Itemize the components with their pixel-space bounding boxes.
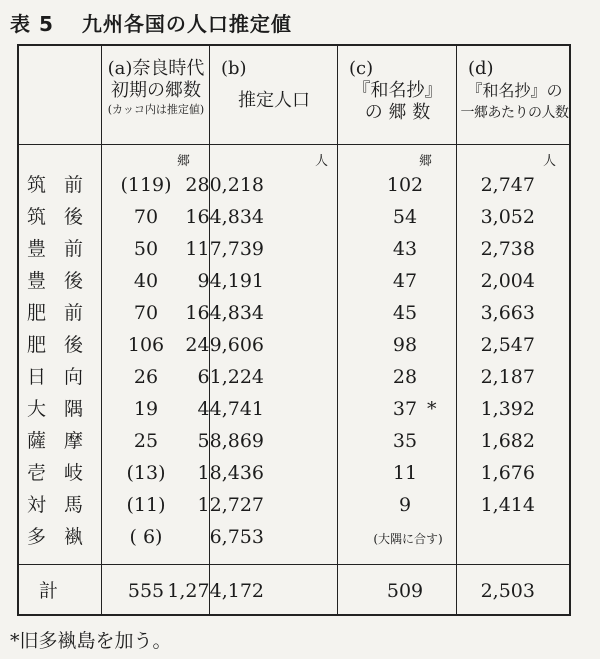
cell-population: 164,834 — [185, 302, 264, 324]
total-per-gou: 2,503 — [480, 580, 535, 602]
cell-population: 280,218 — [185, 174, 264, 196]
header-col-d — [458, 58, 571, 124]
table-row — [19, 170, 569, 200]
cell-gou-wamyosho: 37 * — [379, 394, 431, 424]
cell-population: 44,741 — [197, 398, 264, 420]
cell-gou-nara: (13) — [126, 462, 166, 484]
cell-population: 12,727 — [197, 494, 264, 516]
header-b-line2: 推定人口 — [238, 90, 310, 111]
table-row — [19, 426, 569, 456]
header-c-line2: 『和名抄』 — [352, 80, 443, 101]
cell-gou-nara: ( 6) — [129, 526, 163, 548]
header-d-line3: 一郷あたりの人数 — [460, 105, 569, 121]
table-row — [19, 330, 569, 360]
cell-gou-nara: 40 — [133, 270, 159, 292]
province-name: 壱岐 — [27, 462, 102, 484]
cell-per-gou: 1,392 — [480, 398, 535, 420]
cell-population: 58,869 — [197, 430, 264, 452]
cell-gou-nara: 70 — [133, 302, 159, 324]
header-d-line1: (d) — [468, 58, 494, 79]
cell-gou-nara: 26 — [133, 366, 159, 388]
table-row — [19, 266, 569, 296]
cell-per-gou: 2,187 — [480, 366, 535, 388]
table-row — [19, 298, 569, 328]
cell-population: 94,191 — [197, 270, 264, 292]
province-name: 日向 — [27, 366, 102, 388]
cell-gou-nara: (11) — [126, 494, 166, 516]
cell-gou-wamyosho: 98 — [392, 334, 418, 356]
table-row — [19, 362, 569, 392]
cell-per-gou: 2,004 — [480, 270, 535, 292]
unit-c: 郷 — [419, 154, 433, 169]
table-row — [19, 394, 569, 424]
total-label: 計 — [39, 580, 59, 602]
cell-population: 61,224 — [197, 366, 264, 388]
province-name: 筑後 — [27, 206, 102, 228]
total-rule — [19, 564, 569, 565]
province-name: 豊前 — [27, 238, 102, 260]
province-name: 肥前 — [27, 302, 102, 324]
asterisk-mark: * — [427, 398, 437, 420]
province-name: 大隅 — [27, 398, 102, 420]
header-d-line2: 『和名抄』の — [466, 81, 563, 100]
cell-population: 6,753 — [209, 526, 264, 548]
unit-a: 郷 — [177, 154, 191, 169]
province-name: 豊後 — [27, 270, 102, 292]
cell-per-gou: 3,663 — [480, 302, 535, 324]
table-row — [19, 490, 569, 520]
cell-gou-wamyosho: 11 — [392, 462, 418, 484]
province-name: 薩摩 — [27, 430, 102, 452]
total-gou-wamyosho: 509 — [386, 580, 424, 602]
cell-gou-nara: 25 — [133, 430, 159, 452]
footnote: *旧多褹島を加う。 — [10, 630, 172, 652]
header-col-c — [339, 58, 456, 124]
cell-population: 249,606 — [185, 334, 264, 356]
header-a-line1: (a)奈良時代 — [107, 58, 205, 79]
cell-gou-wamyosho: 47 — [392, 270, 418, 292]
province-name: 肥後 — [27, 334, 102, 356]
unit-b: 人 — [315, 154, 329, 169]
cell-population: 117,739 — [185, 238, 264, 260]
cell-per-gou: 3,052 — [480, 206, 535, 228]
cell-gou-wamyosho: 102 — [386, 174, 424, 196]
header-c-line3: の 郷 数 — [364, 102, 431, 123]
table-title-text: 九州各国の人口推定値 — [81, 12, 292, 36]
cell-per-gou: 1,414 — [480, 494, 535, 516]
cell-gou-nara: 50 — [133, 238, 159, 260]
total-row — [19, 566, 569, 616]
header-col-b — [211, 58, 337, 112]
table-row — [19, 202, 569, 232]
cell-gou-wamyosho: 28 — [392, 366, 418, 388]
cell-gou-nara: 106 — [127, 334, 165, 356]
header-rule — [19, 144, 569, 145]
unit-d: 人 — [543, 154, 557, 169]
header-b-line1: (b) — [221, 58, 247, 79]
table-row — [19, 458, 569, 488]
province-name: 筑前 — [27, 174, 102, 196]
cell-population: 164,834 — [185, 206, 264, 228]
cell-gou-wamyosho: 45 — [392, 302, 418, 324]
table-number: 表 5 — [10, 12, 54, 36]
cell-gou-nara: 70 — [133, 206, 159, 228]
population-table — [17, 44, 571, 616]
table-row — [19, 234, 569, 264]
cell-per-gou: 2,547 — [480, 334, 535, 356]
header-a-line2: 初期の郷数 — [111, 80, 201, 101]
header-c-line1: (c) — [349, 58, 374, 79]
total-population: 1,274,172 — [167, 580, 264, 602]
header-a-note: (カッコ内は推定値) — [107, 103, 205, 116]
table-row — [19, 522, 569, 552]
header-col-a — [103, 58, 209, 118]
cell-gou-wamyosho: 9 — [398, 494, 412, 516]
province-name: 多褹 — [27, 526, 102, 548]
cell-population: 18,436 — [197, 462, 264, 484]
cell-gou-nara: (119) — [120, 174, 172, 196]
cell-per-gou: 2,747 — [480, 174, 535, 196]
cell-per-gou: 2,738 — [480, 238, 535, 260]
table-title — [10, 8, 292, 37]
cell-gou-wamyosho: 43 — [392, 238, 418, 260]
province-name: 対馬 — [27, 494, 102, 516]
total-gou-nara: 555 — [127, 580, 165, 602]
cell-per-gou: 1,682 — [480, 430, 535, 452]
cell-per-gou: 1,676 — [480, 462, 535, 484]
cell-gou-wamyosho-note: (大隅に合す) — [373, 532, 443, 546]
cell-gou-nara: 19 — [133, 398, 159, 420]
cell-gou-wamyosho: 35 — [392, 430, 418, 452]
cell-gou-wamyosho: 54 — [392, 206, 418, 228]
